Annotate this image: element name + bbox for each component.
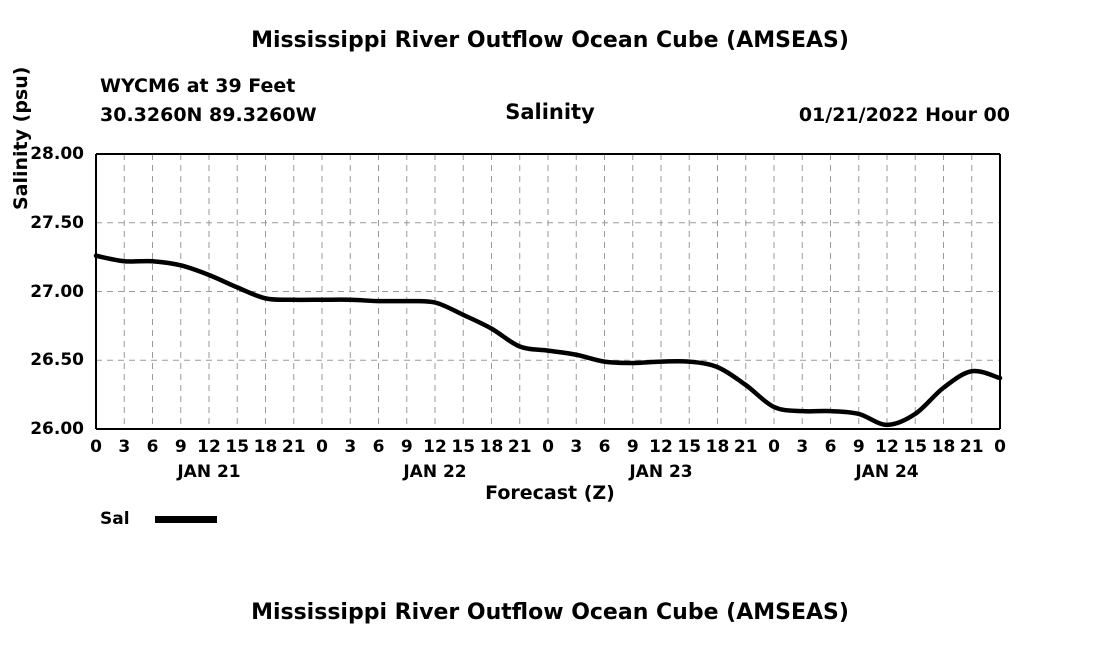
x-tick-label: 6 [372, 437, 385, 457]
y-axis-label: Salinity (psu) [10, 66, 32, 210]
x-tick-label: 6 [824, 437, 837, 457]
y-tick-label: 27.00 [30, 281, 84, 302]
x-tick-label: 0 [768, 437, 780, 457]
y-tick-label: 27.50 [30, 212, 84, 233]
x-tick-label: 6 [598, 437, 611, 457]
x-tick-label: 0 [90, 437, 102, 457]
x-tick-label: 12 [649, 437, 673, 457]
x-tick-label: 21 [507, 437, 532, 457]
x-tick-label: 12 [875, 437, 899, 457]
y-tick-label: 26.00 [30, 419, 84, 439]
x-axis-day-label: JAN 21 [177, 462, 241, 482]
legend-swatch [155, 516, 217, 523]
x-tick-label: 15 [451, 437, 476, 457]
x-tick-label: 9 [626, 437, 639, 457]
x-tick-label: 0 [994, 437, 1006, 457]
chart-subtitle: Salinity [505, 100, 595, 124]
x-axis-day-label: JAN 22 [403, 462, 467, 482]
x-tick-label: 3 [796, 437, 809, 457]
x-tick-label: 15 [225, 437, 250, 457]
x-tick-label: 0 [542, 437, 554, 457]
x-axis-day-label: JAN 24 [855, 462, 919, 482]
page-title-top: Mississippi River Outflow Ocean Cube (AMSEAS) [251, 28, 849, 53]
x-tick-label: 0 [316, 437, 328, 457]
x-tick-label: 3 [570, 437, 583, 457]
x-tick-label: 18 [931, 437, 956, 457]
x-axis-label: Forecast (Z) [485, 482, 615, 504]
x-tick-label: 9 [174, 437, 187, 457]
y-tick-label: 26.50 [30, 350, 84, 371]
x-tick-label: 3 [344, 437, 357, 457]
model-run-timestamp: 01/21/2022 Hour 00 [798, 104, 1010, 126]
legend-label: Sal [100, 509, 130, 529]
station-name: WYCM6 at 39 Feet [100, 75, 296, 97]
x-tick-label: 18 [479, 437, 504, 457]
x-tick-label: 12 [197, 437, 221, 457]
x-tick-label: 6 [146, 437, 159, 457]
x-tick-label: 9 [400, 437, 413, 457]
x-tick-label: 21 [959, 437, 984, 457]
x-axis-day-label: JAN 23 [629, 462, 693, 482]
y-tick-label: 28.00 [30, 144, 84, 164]
x-tick-label: 18 [253, 437, 278, 457]
page-title-bottom: Mississippi River Outflow Ocean Cube (AMSEAS) [251, 600, 849, 625]
x-tick-label: 9 [852, 437, 865, 457]
x-tick-label: 18 [705, 437, 730, 457]
x-tick-label: 3 [118, 437, 131, 457]
x-tick-label: 12 [423, 437, 447, 457]
x-tick-label: 15 [903, 437, 928, 457]
x-tick-label: 15 [677, 437, 702, 457]
x-tick-label: 21 [733, 437, 758, 457]
x-tick-label: 21 [281, 437, 306, 457]
station-coordinates: 30.3260N 89.3260W [100, 104, 317, 126]
